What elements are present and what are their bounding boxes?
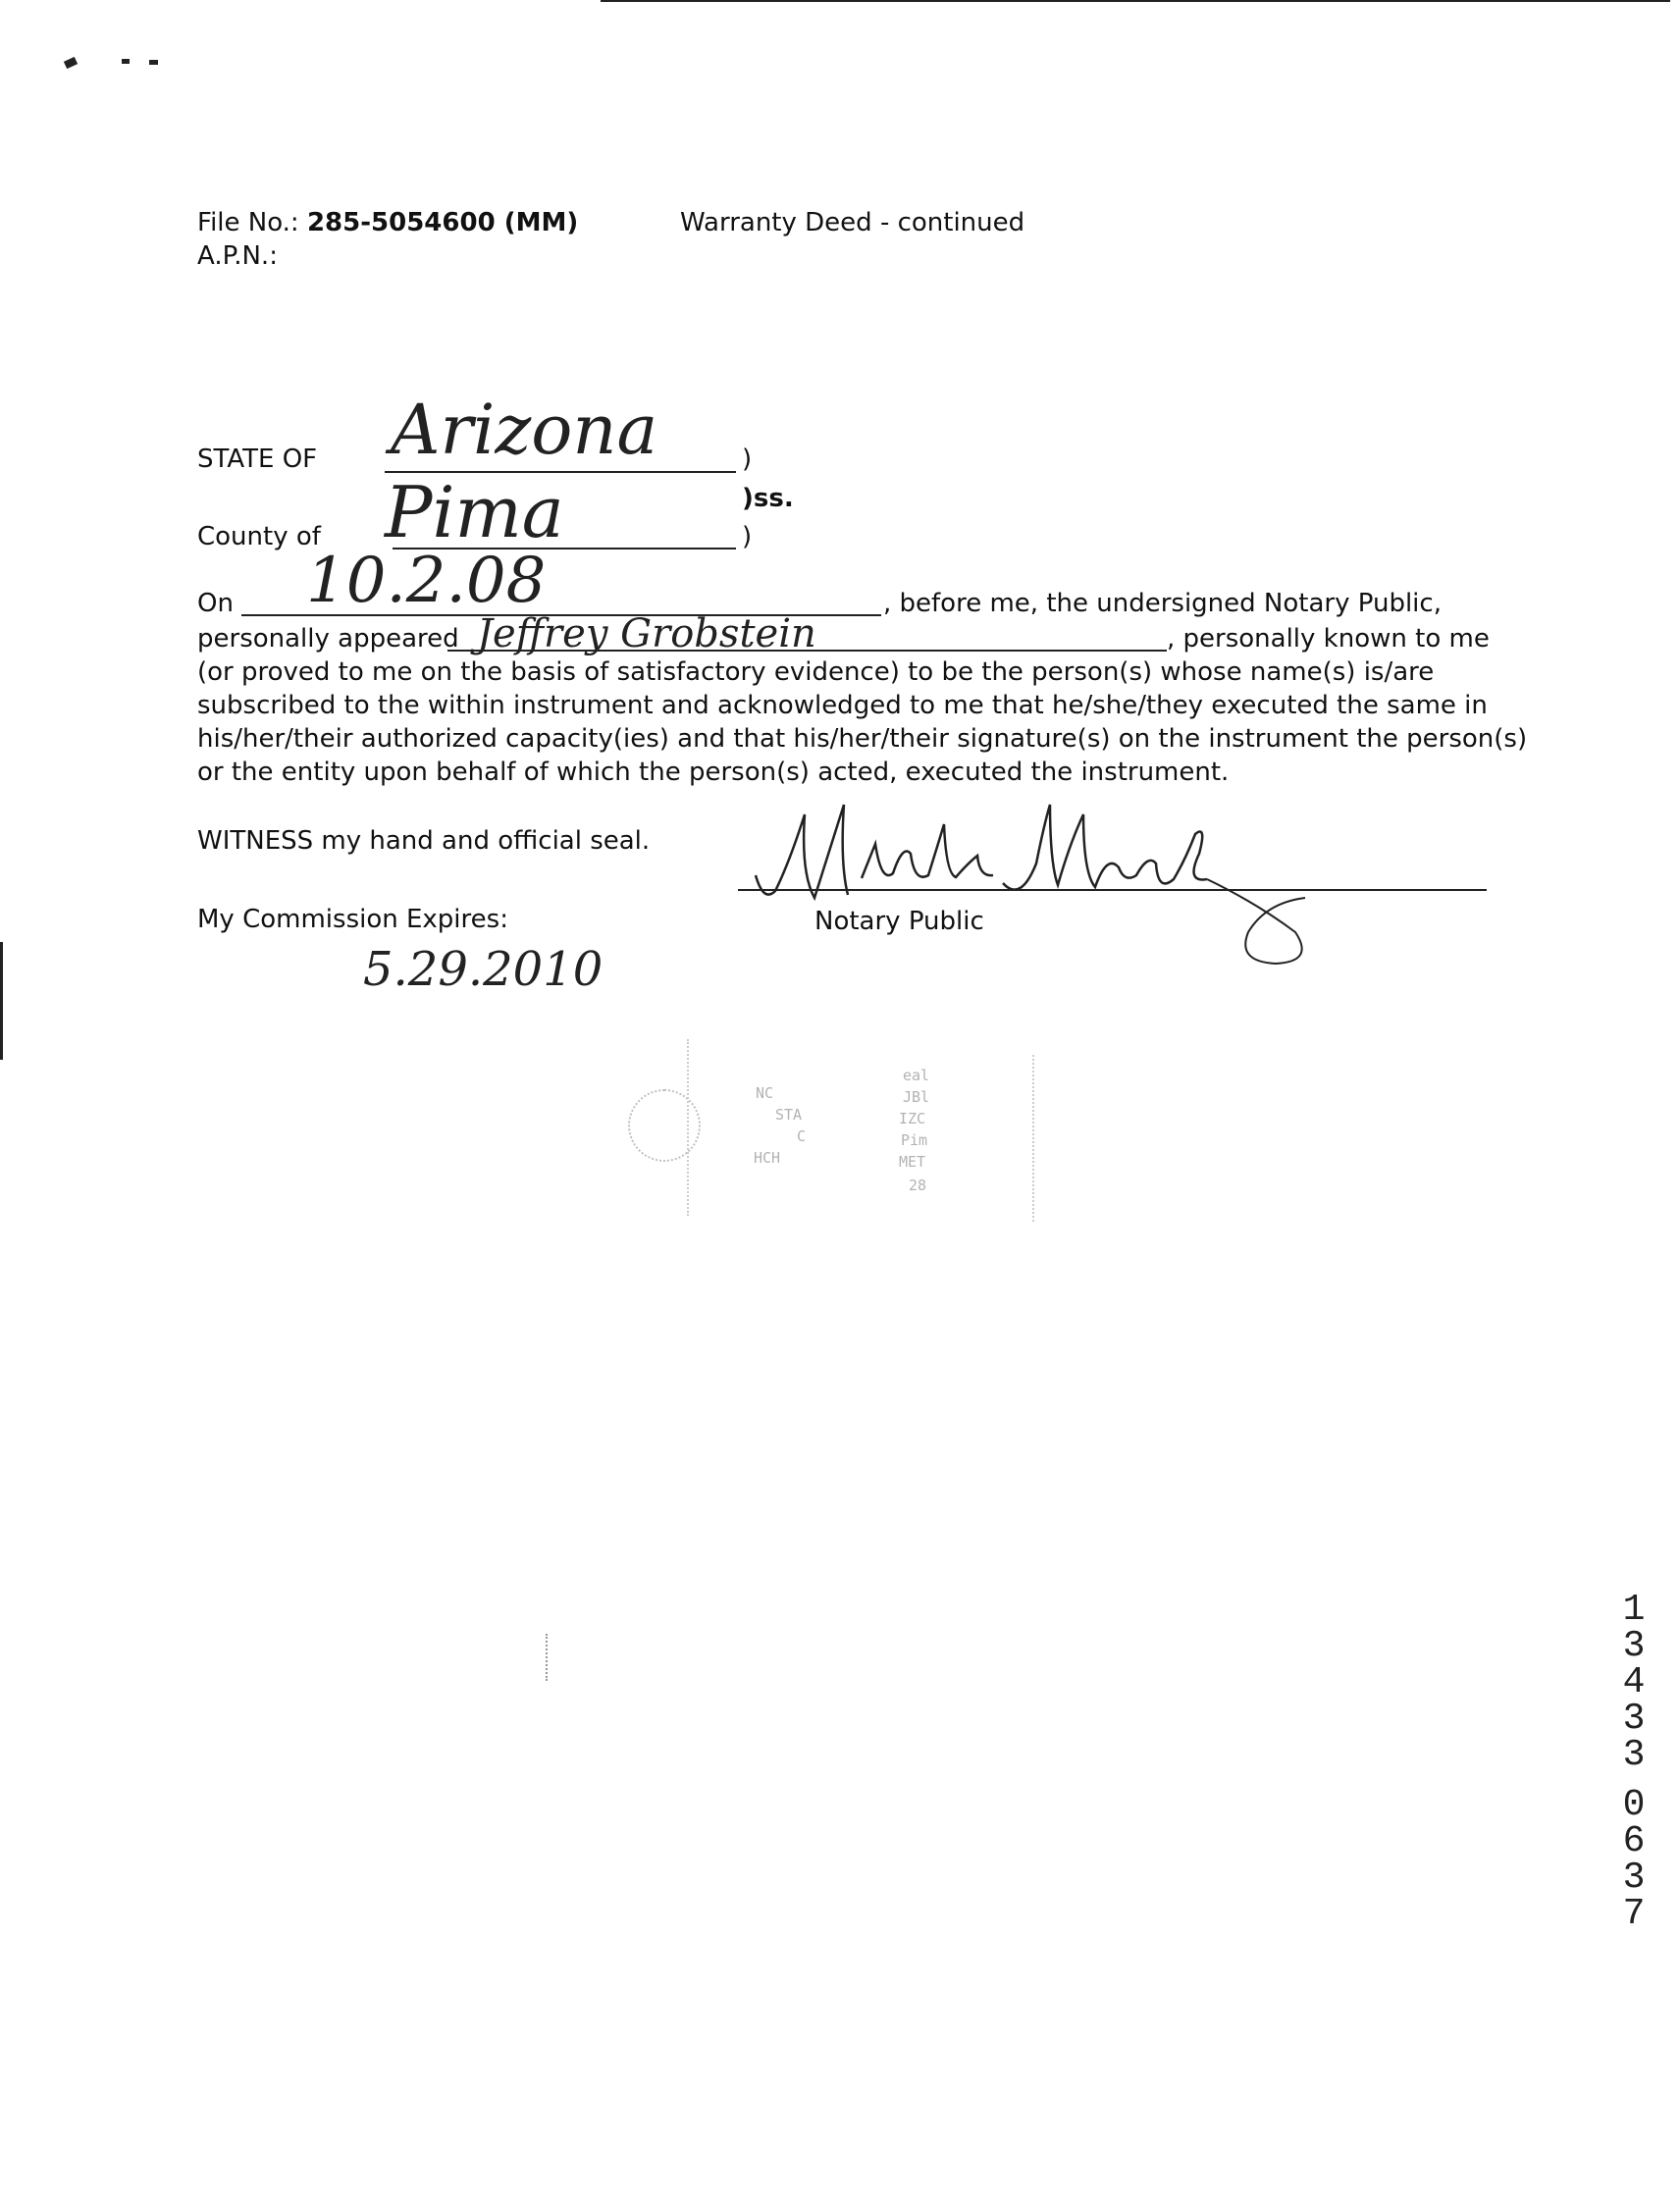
notary-signature-line	[738, 889, 1487, 891]
recording-digit: 3	[1622, 1857, 1646, 1899]
seal-dots	[1032, 1055, 1035, 1222]
recording-digit: 3	[1622, 1625, 1646, 1667]
acknowledgment-line1: , before me, the undersigned Notary Public,	[883, 589, 1442, 618]
commission-label: My Commission Expires:	[197, 905, 508, 934]
state-handwritten: Arizona	[391, 390, 658, 470]
state-paren: )	[742, 445, 753, 474]
seal-fragment: STA	[775, 1106, 803, 1124]
seal-fragment: 28	[909, 1177, 927, 1194]
acknowledgment-line5: his/her/their authorized capacity(ies) and that his/her/their signature(s) on the instrument the person(s)	[197, 724, 1528, 754]
seal-dots	[687, 1039, 690, 1216]
file-number: 285-5054600 (MM)	[306, 208, 579, 237]
file-number-row	[197, 206, 578, 239]
notary-seal-faded	[608, 1035, 1040, 1222]
scan-top-rule	[601, 0, 1670, 2]
scan-speck	[64, 57, 78, 69]
scan-speck	[122, 59, 130, 64]
recording-digit: 7	[1622, 1893, 1646, 1935]
scan-dots	[546, 1634, 549, 1681]
county-paren: )	[742, 522, 753, 551]
notary-public-label: Notary Public	[814, 907, 984, 936]
acknowledgment-line2: , personally known to me	[1167, 624, 1490, 654]
seal-fragment: IZC	[899, 1110, 926, 1127]
acknowledgment-line6: or the entity upon behalf of which the person(s) acted, executed the instrument.	[197, 758, 1230, 787]
seal-fragment: HCH	[754, 1149, 781, 1167]
state-label: STATE OF	[197, 445, 318, 474]
on-label: On	[197, 589, 234, 618]
appeared-label: personally appeared	[197, 624, 459, 654]
commission-date-handwritten: 5.29.2010	[363, 942, 604, 997]
seal-fragment: Pim	[901, 1131, 928, 1149]
seal-fragment: C	[797, 1127, 807, 1145]
recording-digit: 1	[1622, 1589, 1646, 1631]
file-label: File No.:	[197, 208, 299, 237]
witness-text: WITNESS my hand and official seal.	[197, 826, 651, 856]
county-label: County of	[197, 522, 321, 551]
document-title: Warranty Deed - continued	[680, 208, 1025, 237]
scan-speck	[149, 60, 158, 65]
county-handwritten: Pima	[385, 471, 564, 553]
scan-left-mark	[0, 942, 3, 1060]
recording-digit: 6	[1622, 1820, 1646, 1862]
recording-number	[1619, 1589, 1649, 1935]
seal-fragment: MET	[899, 1153, 926, 1171]
seal-fragment: JBl	[903, 1088, 930, 1106]
acknowledgment-line3: (or proved to me on the basis of satisfactory evidence) to be the person(s) whose name(s) is/are	[197, 657, 1435, 687]
apn-label: A.P.N.:	[197, 241, 278, 271]
ss-mark: )ss.	[742, 484, 794, 513]
recording-digit: 4	[1622, 1661, 1646, 1703]
recording-digit: 3	[1622, 1734, 1646, 1776]
seal-fragment: eal	[903, 1067, 930, 1084]
acknowledgment-line4: subscribed to the within instrument and acknowledged to me that he/she/they executed the same in	[197, 691, 1488, 720]
appeared-handwritten: Jeffrey Grobstein	[477, 611, 816, 656]
recording-digit: 3	[1622, 1698, 1646, 1740]
notary-signature	[746, 785, 1335, 971]
acknowledgment-date-handwritten: 10.2.08	[306, 545, 547, 617]
seal-fragment: NC	[756, 1084, 774, 1102]
recording-digit: 0	[1622, 1784, 1646, 1826]
